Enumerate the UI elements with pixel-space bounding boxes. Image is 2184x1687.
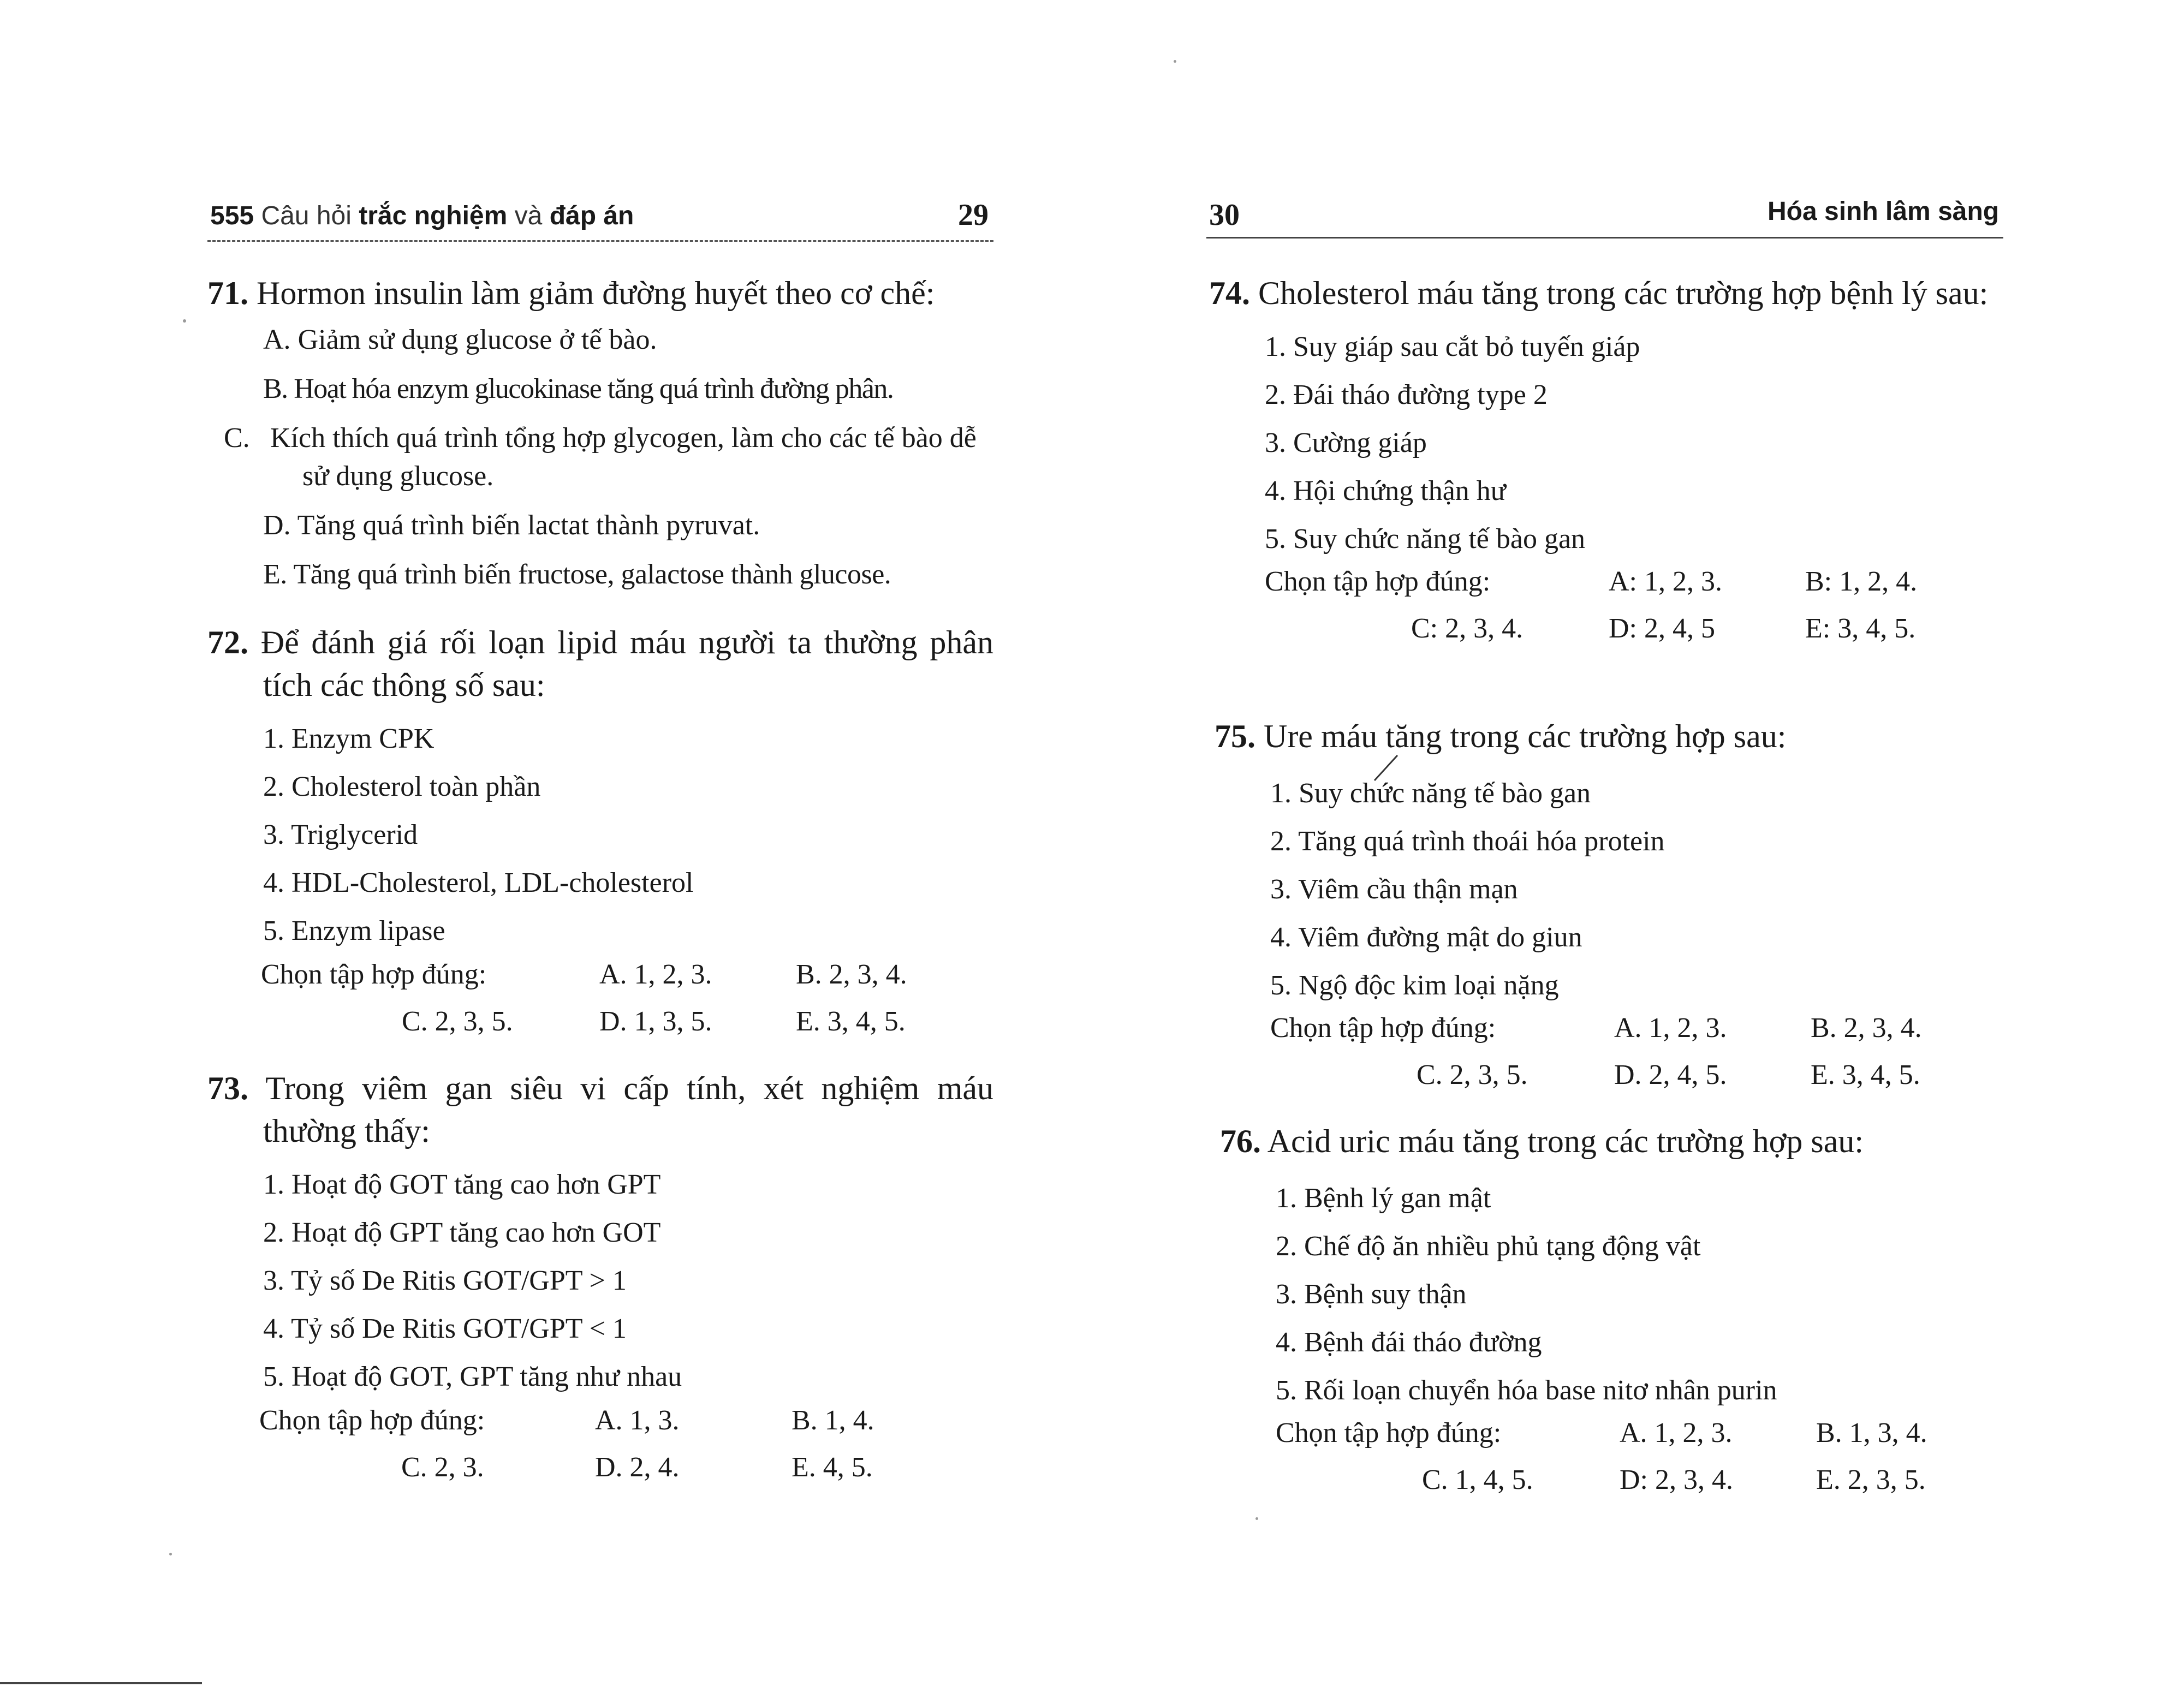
- option: 5. Rối loạn chuyển hóa base nitơ nhân purin: [1276, 1375, 1777, 1406]
- answer-choices: [261, 958, 993, 1005]
- answer-a: A. 1, 2, 3.: [599, 959, 712, 990]
- option: 2. Chế độ ăn nhiều phủ tạng động vật: [1276, 1231, 1701, 1262]
- answer-d: D: 2, 4, 5: [1609, 613, 1715, 644]
- choose-label: Chọn tập hợp đúng:: [259, 1405, 485, 1436]
- option: 5. Enzym lipase: [263, 915, 445, 946]
- option: 5. Ngộ độc kim loại nặng: [1270, 970, 1559, 1001]
- scan-speck: [169, 1553, 172, 1555]
- option: 4. Hội chứng thận hư: [1265, 475, 1506, 506]
- answer-e: E. 4, 5.: [792, 1452, 873, 1483]
- option: 4. Bệnh đái tháo đường: [1276, 1327, 1542, 1358]
- scan-speck: [1174, 60, 1176, 63]
- header-rule: [207, 240, 993, 242]
- page-number: 29: [958, 198, 989, 232]
- answer-b: B: 1, 2, 4.: [1805, 566, 1918, 597]
- right-page: [1092, 0, 2184, 1687]
- option: B. Hoạt hóa enzym glucokinase tăng quá trình đường phân.: [263, 373, 894, 404]
- answer-b: B. 1, 4.: [792, 1405, 874, 1436]
- option: 5. Hoạt độ GOT, GPT tăng như nhau: [263, 1361, 682, 1392]
- question-72: [207, 621, 993, 1052]
- option: 4. Tỷ số De Ritis GOT/GPT < 1: [263, 1313, 627, 1344]
- option: C. Kích thích quá trình tổng hợp glycogen, làm cho các tế bào dễ sử dụng glucose.: [224, 422, 977, 492]
- page-number: 30: [1209, 198, 1240, 232]
- answer-c: C: 2, 3, 4.: [1411, 613, 1524, 644]
- option: 3. Tỷ số De Ritis GOT/GPT > 1: [263, 1265, 627, 1296]
- answer-c: C. 1, 4, 5.: [1422, 1464, 1533, 1495]
- answer-a: A. 1, 2, 3.: [1620, 1417, 1733, 1448]
- answer-d: D. 1, 3, 5.: [599, 1006, 712, 1037]
- option: 2. Cholesterol toàn phần: [263, 771, 541, 802]
- answer-e: E: 3, 4, 5.: [1805, 613, 1916, 644]
- answer-b: B. 2, 3, 4.: [1811, 1012, 1922, 1044]
- option: 4. HDL-Cholesterol, LDL-cholesterol: [263, 867, 694, 898]
- answer-choices: [261, 1005, 993, 1052]
- option: 1. Suy giáp sau cắt bỏ tuyến giáp: [1265, 331, 1640, 362]
- answer-a: A. 1, 3.: [595, 1405, 680, 1436]
- option: E. Tăng quá trình biến fructose, galactose thành glucose.: [263, 559, 891, 590]
- question-76: [1220, 1120, 2017, 1511]
- answer-c: C. 2, 3, 5.: [402, 1006, 513, 1037]
- header-rule: [1206, 237, 2003, 239]
- question-stem: 72. Để đánh giá rối loạn lipid máu người ta thường phân tích các thông số sau:: [207, 624, 993, 703]
- answer-choices: [1276, 1417, 2017, 1464]
- option: 1. Bệnh lý gan mật: [1276, 1183, 1491, 1214]
- answer-e: E. 3, 4, 5.: [796, 1006, 906, 1037]
- answer-d: D: 2, 3, 4.: [1620, 1464, 1733, 1495]
- option: 2. Tăng quá trình thoái hóa protein: [1270, 826, 1665, 857]
- option: 5. Suy chức năng tế bào gan: [1265, 523, 1586, 555]
- answer-d: D. 2, 4, 5.: [1614, 1059, 1727, 1090]
- option: 2. Hoạt độ GPT tăng cao hơn GOT: [263, 1217, 661, 1248]
- question-stem: 73. Trong viêm gan siêu vi cấp tính, xét nghiệm máu thường thấy:: [207, 1070, 993, 1149]
- choose-label: Chọn tập hợp đúng:: [1276, 1417, 1502, 1448]
- question-stem: 71. Hormon insulin làm giảm đường huyết theo cơ chế:: [207, 275, 935, 311]
- answer-choices: [1265, 612, 2006, 659]
- option: 1. Hoạt độ GOT tăng cao hơn GPT: [263, 1169, 661, 1200]
- option: 3. Bệnh suy thận: [1276, 1279, 1467, 1310]
- choose-label: Chọn tập hợp đúng:: [261, 959, 487, 990]
- question-71: [207, 272, 993, 594]
- answer-choices: [259, 1451, 993, 1498]
- option: 1. Suy chức năng tế bào gan: [1270, 778, 1591, 809]
- answer-d: D. 2, 4.: [595, 1452, 680, 1483]
- scan-speck: [183, 319, 186, 323]
- answer-e: E. 3, 4, 5.: [1811, 1059, 1920, 1090]
- answer-choices: [1270, 1059, 2012, 1106]
- answer-b: B. 1, 3, 4.: [1816, 1417, 1927, 1448]
- scan-edge-line: [0, 1682, 202, 1684]
- running-header-title: 555 Câu hỏi trắc nghiệm và đáp án: [210, 201, 634, 230]
- running-header-title: Hóa sinh lâm sàng: [1768, 197, 1999, 226]
- option: 1. Enzym CPK: [263, 723, 435, 754]
- pen-mark-icon: [1370, 752, 1403, 785]
- answer-a: A: 1, 2, 3.: [1609, 566, 1722, 597]
- question-stem: 74. Cholesterol máu tăng trong các trường hợp bệnh lý sau:: [1209, 275, 1989, 311]
- answer-choices: [1270, 1012, 2012, 1059]
- answer-e: E. 2, 3, 5.: [1816, 1464, 1926, 1495]
- answer-a: A. 1, 2, 3.: [1614, 1012, 1727, 1044]
- option: 3. Cường giáp: [1265, 427, 1427, 458]
- option: 3. Viêm cầu thận mạn: [1270, 874, 1518, 905]
- question-75: [1215, 715, 2012, 1106]
- answer-b: B. 2, 3, 4.: [796, 959, 907, 990]
- answer-choices: [1276, 1464, 2017, 1511]
- choose-label: Chọn tập hợp đúng:: [1265, 566, 1491, 597]
- option: 3. Triglycerid: [263, 819, 418, 850]
- option: 2. Đái tháo đường type 2: [1265, 379, 1548, 410]
- scan-speck: [1255, 1517, 1258, 1520]
- question-73: [207, 1067, 993, 1498]
- question-74: [1209, 272, 2006, 659]
- option: 4. Viêm đường mật do giun: [1270, 922, 1582, 953]
- option: D. Tăng quá trình biến lactat thành pyruvat.: [263, 510, 760, 541]
- question-stem: 75. Ure máu tăng trong các trường hợp sau:: [1215, 718, 1787, 754]
- option: A. Giảm sử dụng glucose ở tế bào.: [263, 324, 657, 355]
- answer-choices: [1265, 565, 2006, 612]
- answer-choices: [259, 1404, 993, 1451]
- answer-c: C. 2, 3.: [401, 1452, 484, 1483]
- question-stem: 76. Acid uric máu tăng trong các trường hợp sau:: [1220, 1123, 1864, 1159]
- answer-c: C. 2, 3, 5.: [1417, 1059, 1528, 1090]
- choose-label: Chọn tập hợp đúng:: [1270, 1012, 1496, 1044]
